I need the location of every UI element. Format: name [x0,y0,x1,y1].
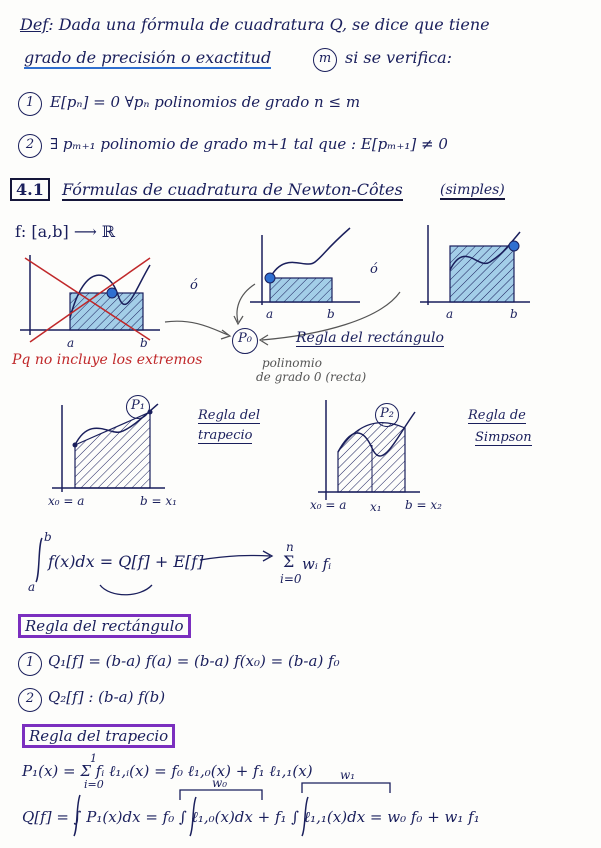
m-circle: m [313,48,337,72]
pq-note: Pq no incluye los extremos [12,352,203,368]
def-label: Def [20,15,49,34]
b-x2-label: b = x₂ [405,498,442,512]
g1-a: a [67,336,75,350]
or-2: ó [370,262,378,277]
g3-b: b [510,307,518,321]
sum-lower: i=0 [280,572,302,586]
g2-b: b [327,307,335,321]
int-upper: b [44,530,52,544]
w0-label: w₀ [212,776,228,790]
trap-q: Q[f] = ∫ P₁(x)dx = f₀ ∫ ℓ₁,₀(x)dx + f₁ ∫ ℓ₁,₁(x)dx = w₀ f₀ + w₁ f₁ [22,808,480,826]
g2-a: a [266,307,274,321]
p1-circle: P₁ [126,395,150,419]
trap-sum-upper: 1 [90,752,97,765]
condition-2-text: ∃ pₘ₊₁ polinomio de grado m+1 tal que : E[pₘ₊₁] ≠ 0 [50,135,448,153]
poly0-line2: de grado 0 (recta) [256,370,367,384]
simp-label-1: Regla de [468,408,526,423]
trap-label-1: Regla del [198,408,261,423]
g3-a: a [446,307,454,321]
rect-rule-label: Regla del rectángulo [296,330,444,346]
condition-1-number: 1 [18,92,42,116]
def-line1-text: : Dada una fórmula de cuadratura Q, se dice que tiene [48,15,490,34]
x0-a-label-2: x₀ = a [310,498,347,512]
rect-line-2-num: 2 [18,688,42,712]
condition-1-text: E[pₙ] = 0 ∀pₙ polinomios de grado n ≤ m [50,93,361,111]
def-line2-end: si se verifica: [345,48,453,67]
graph-rectangle-right [420,225,530,305]
trap-p1: P₁(x) = Σ fᵢ ℓ₁,ᵢ(x) = f₀ ℓ₁,₀(x) + f₁ ℓ₁,₁(x) [22,762,313,780]
w1-label: w₁ [340,768,356,782]
function-def: f: [a,b] ⟶ ℝ [15,222,116,241]
sum-upper: n [286,540,294,554]
simp-label-2: Simpson [475,430,532,445]
p2-circle: P₂ [375,403,399,427]
section-note: (simples) [440,182,505,198]
int-lower: a [28,580,36,594]
rect-heading: Regla del rectángulo [18,614,191,638]
section-title: Fórmulas de cuadratura de Newton-Côtes [62,180,403,199]
trap-heading: Regla del trapecio [22,724,175,748]
or-1: ó [190,278,198,293]
rect-line-2: Q₂[f] : (b-a) f(b) [48,688,166,706]
precision-term: grado de precisión o exactitud [24,48,272,67]
trap-sum-lower: i=0 [84,778,104,791]
poly0-line1: polinomio [262,356,322,370]
trap-label-2: trapecio [198,428,253,443]
graph-midpoint-crossed [20,255,160,342]
x0-a-label: x₀ = a [48,494,85,508]
x1-label: x₁ [370,500,382,514]
rect-line-1: Q₁[f] = (b-a) f(a) = (b-a) f(x₀) = (b-a) f₀ [48,652,340,670]
graph-simpson [318,400,420,500]
b-x1-label: b = x₁ [140,494,177,508]
sum-expr: wᵢ fᵢ [302,555,332,573]
graph-trapezoid [52,404,165,492]
integral-equation: f(x)dx = Q[f] + E[f] [48,552,204,571]
sum-sign: Σ [283,552,295,571]
condition-2-number: 2 [18,134,42,158]
rect-line-1-num: 1 [18,652,42,676]
section-number: 4.1 [10,178,50,201]
p0-circle: P₀ [232,328,258,354]
g1-b: b [140,336,148,350]
graph-rectangle-left [250,228,360,305]
